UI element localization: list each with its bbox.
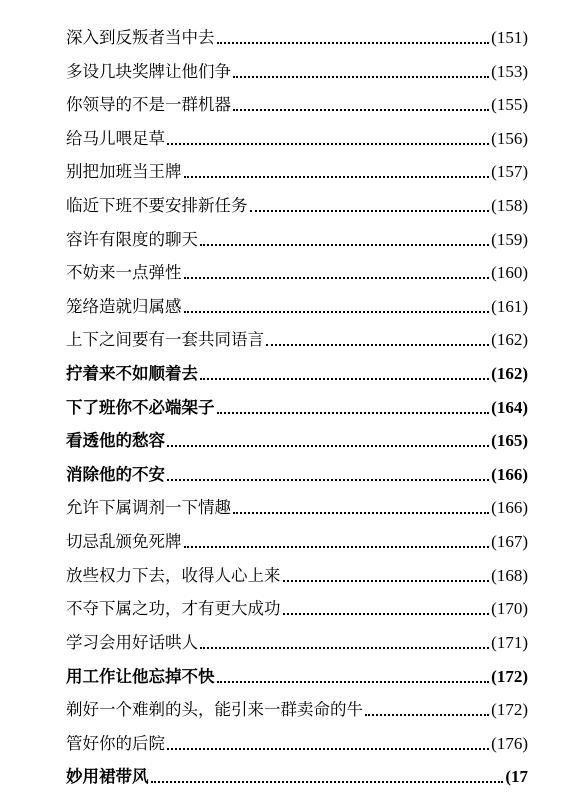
entry-page: (156) xyxy=(491,129,528,148)
toc-entry[interactable] xyxy=(66,362,528,386)
entry-title: 临近下班不要安排新任务 xyxy=(66,196,248,215)
entry-page: (172) xyxy=(491,700,528,719)
entry-page: (159) xyxy=(491,230,528,249)
dot-leader xyxy=(233,512,489,514)
dot-leader xyxy=(167,479,489,481)
dot-leader xyxy=(233,76,489,78)
toc-entry[interactable] xyxy=(66,194,528,218)
entry-page: (153) xyxy=(491,62,528,81)
toc-entry[interactable] xyxy=(66,228,528,252)
entry-title: 看透他的愁容 xyxy=(66,431,165,450)
entry-title: 消除他的不安 xyxy=(66,465,165,484)
toc-entry[interactable] xyxy=(66,26,528,50)
entry-title: 学习会用好话哄人 xyxy=(66,633,198,652)
entry-page: (151) xyxy=(491,28,528,47)
dot-leader xyxy=(184,546,490,548)
entry-page: (157) xyxy=(491,162,528,181)
dot-leader xyxy=(151,781,504,783)
toc-entry[interactable] xyxy=(66,295,528,319)
toc-entry[interactable] xyxy=(66,261,528,285)
toc-entry[interactable] xyxy=(66,564,528,588)
dot-leader xyxy=(167,748,489,750)
entry-title: 不妨来一点弹性 xyxy=(66,263,182,282)
toc-entry[interactable] xyxy=(66,732,528,756)
entry-page: (158) xyxy=(491,196,528,215)
dot-leader xyxy=(217,42,490,44)
toc-entry[interactable] xyxy=(66,127,528,151)
dot-leader xyxy=(167,445,489,447)
entry-title: 妙用裙带风 xyxy=(66,767,149,786)
dot-leader xyxy=(200,378,489,380)
dot-leader xyxy=(365,714,489,716)
entry-title: 不夺下属之功，才有更大成功 xyxy=(66,599,281,618)
entry-page: (166) xyxy=(491,498,528,517)
toc-entry[interactable] xyxy=(66,530,528,554)
toc-entry[interactable] xyxy=(66,93,528,117)
dot-leader xyxy=(217,681,490,683)
entry-page: (162) xyxy=(491,330,528,349)
entry-page: (166) xyxy=(491,465,528,484)
entry-page: (17 xyxy=(505,767,528,786)
entry-title: 剃好一个难剃的头，能引来一群卖命的牛 xyxy=(66,700,363,719)
dot-leader xyxy=(283,580,490,582)
toc-entry[interactable] xyxy=(66,765,528,789)
entry-page: (164) xyxy=(491,398,528,417)
entry-title: 笼络造就归属感 xyxy=(66,297,182,316)
toc-entry[interactable] xyxy=(66,698,528,722)
entry-page: (176) xyxy=(491,734,528,753)
entry-page: (165) xyxy=(491,431,528,450)
entry-page: (161) xyxy=(491,297,528,316)
toc-entry[interactable] xyxy=(66,597,528,621)
entry-title: 别把加班当王牌 xyxy=(66,162,182,181)
entry-title: 多设几块奖牌让他们争 xyxy=(66,62,231,81)
entry-title: 深入到反叛者当中去 xyxy=(66,28,215,47)
dot-leader xyxy=(184,277,490,279)
entry-page: (167) xyxy=(491,532,528,551)
dot-leader xyxy=(266,344,489,346)
toc-entry[interactable] xyxy=(66,396,528,420)
entry-title: 下了班你不必端架子 xyxy=(66,398,215,417)
entry-page: (171) xyxy=(491,633,528,652)
toc-entry[interactable] xyxy=(66,631,528,655)
toc-entry[interactable] xyxy=(66,328,528,352)
dot-leader xyxy=(200,647,489,649)
dot-leader xyxy=(167,143,489,145)
entry-title: 给马儿喂足草 xyxy=(66,129,165,148)
entry-title: 放些权力下去，收得人心上来 xyxy=(66,566,281,585)
toc-entry[interactable] xyxy=(66,463,528,487)
entry-title: 管好你的后院 xyxy=(66,734,165,753)
dot-leader xyxy=(184,176,490,178)
dot-leader xyxy=(233,109,489,111)
entry-title: 拧着来不如顺着去 xyxy=(66,364,198,383)
entry-page: (172) xyxy=(491,667,528,686)
toc-entry[interactable] xyxy=(66,496,528,520)
entry-page: (170) xyxy=(491,599,528,618)
entry-title: 容许有限度的聊天 xyxy=(66,230,198,249)
dot-leader xyxy=(217,412,490,414)
entry-page: (162) xyxy=(491,364,528,383)
entry-title: 用工作让他忘掉不快 xyxy=(66,667,215,686)
entry-title: 上下之间要有一套共同语言 xyxy=(66,330,264,349)
entry-title: 允许下属调剂一下情趣 xyxy=(66,498,231,517)
dot-leader xyxy=(184,311,490,313)
toc-entry[interactable] xyxy=(66,429,528,453)
entry-page: (160) xyxy=(491,263,528,282)
entry-page: (155) xyxy=(491,95,528,114)
entry-page: (168) xyxy=(491,566,528,585)
toc-entry[interactable] xyxy=(66,160,528,184)
entry-title: 切忌乱颁免死牌 xyxy=(66,532,182,551)
toc-entry[interactable] xyxy=(66,60,528,84)
entry-title: 你领导的不是一群机器 xyxy=(66,95,231,114)
dot-leader xyxy=(200,244,489,246)
dot-leader xyxy=(250,210,490,212)
dot-leader xyxy=(283,613,490,615)
toc-entry[interactable] xyxy=(66,665,528,689)
